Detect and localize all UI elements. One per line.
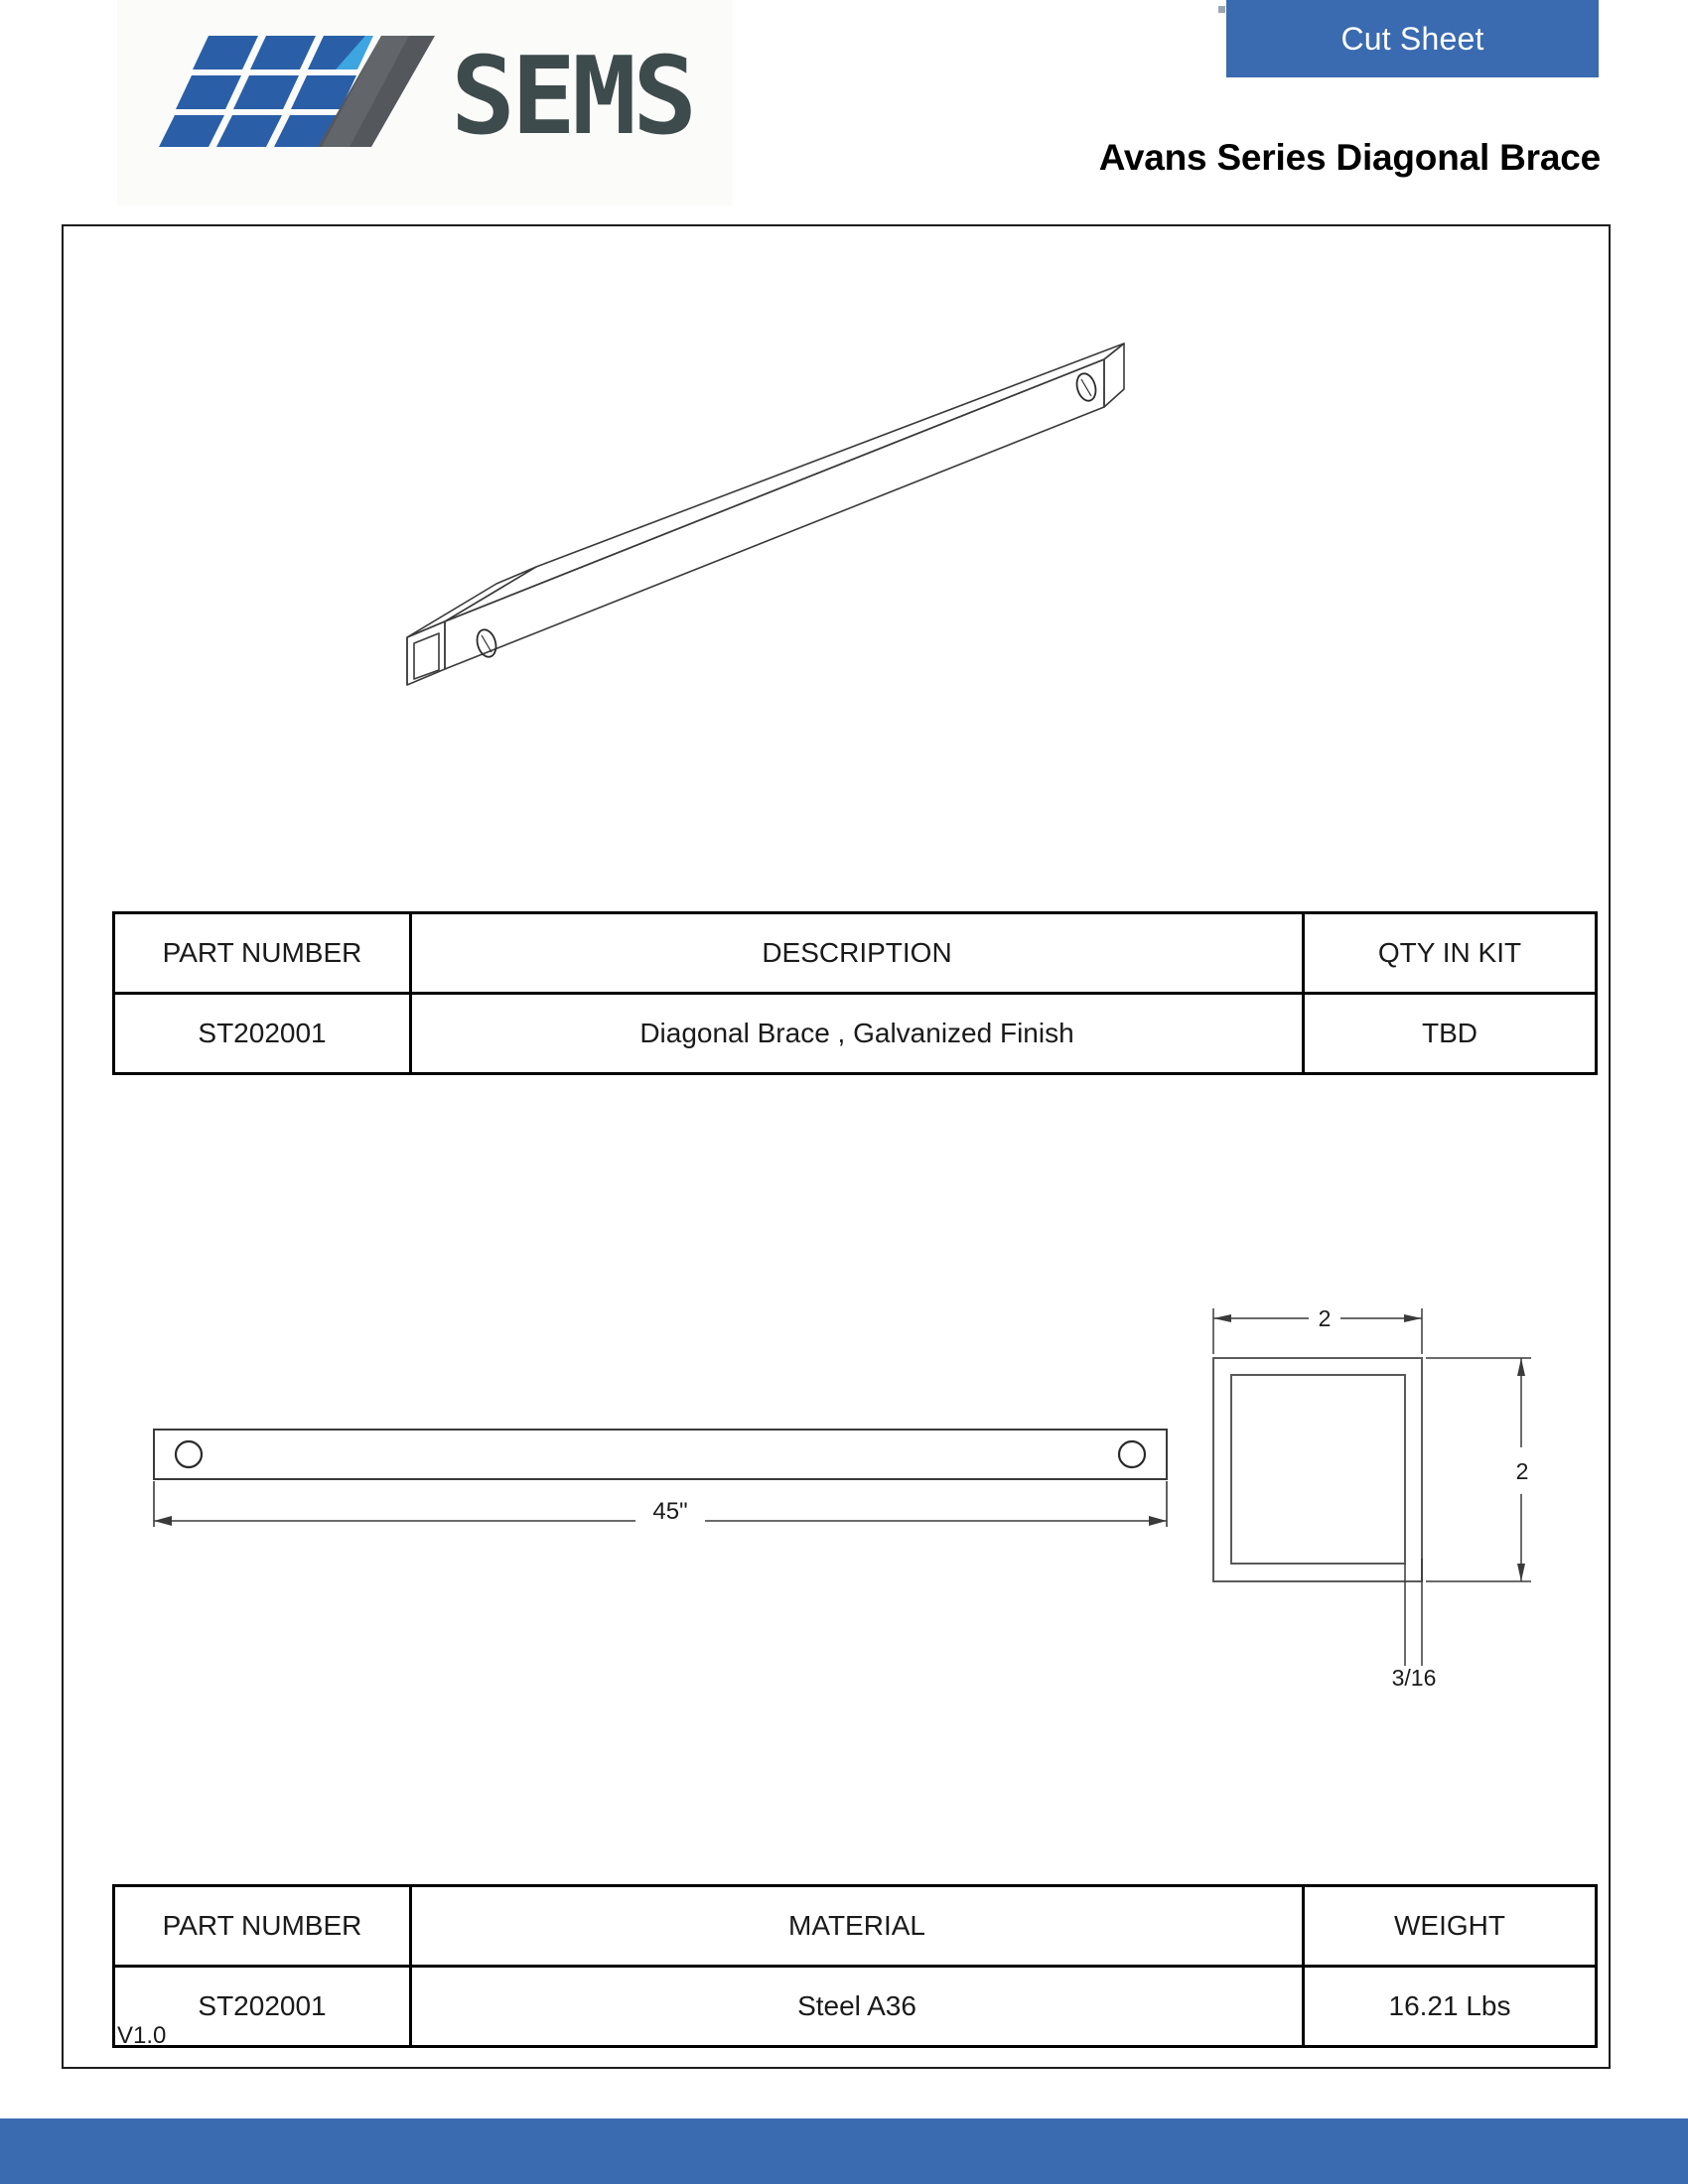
parts-table	[112, 911, 1598, 1075]
footer-bar	[0, 2118, 1688, 2184]
version-label: V1.0	[117, 2022, 167, 2049]
bolt-hole-icon	[1119, 1441, 1145, 1467]
cell-part-number: ST202001	[114, 1967, 411, 2047]
table-header-row	[114, 913, 1597, 994]
header-qty-in-kit: QTY IN KIT	[1304, 913, 1597, 994]
cell-qty-in-kit: TBD	[1304, 994, 1597, 1074]
wall-thickness-label: 3/16	[1391, 1665, 1437, 1688]
table-header-row	[114, 1886, 1597, 1967]
header-weight: WEIGHT	[1304, 1886, 1597, 1967]
table-row	[114, 1967, 1597, 2047]
length-dimension-label: 45"	[652, 1498, 688, 1525]
height-dimension-label: 2	[1515, 1458, 1529, 1484]
isometric-brace-view	[397, 328, 1291, 903]
decorative-tick	[1218, 6, 1225, 13]
header-part-number: PART NUMBER	[114, 1886, 411, 1967]
tube-inner-bore	[1231, 1375, 1405, 1564]
cross-section-view	[1182, 1271, 1589, 1688]
page-title: Avans Series Diagonal Brace	[1098, 137, 1601, 178]
cell-description: Diagonal Brace , Galvanized Finish	[411, 994, 1304, 1074]
material-table	[112, 1884, 1598, 2048]
brace-profile-outline	[154, 1430, 1167, 1479]
cell-weight: 16.21 Lbs	[1304, 1967, 1597, 2047]
bolt-hole-icon	[176, 1441, 202, 1467]
table-row	[114, 994, 1597, 1074]
side-elevation-view	[129, 1410, 1211, 1539]
logo-wordmark: SEMS	[451, 35, 694, 149]
header-description: DESCRIPTION	[411, 913, 1304, 994]
header-part-number: PART NUMBER	[114, 913, 411, 994]
tube-outer-outline	[1213, 1358, 1422, 1581]
cell-part-number: ST202001	[114, 994, 411, 1074]
cut-sheet-badge: Cut Sheet	[1226, 0, 1599, 77]
cell-material: Steel A36	[411, 1967, 1304, 2047]
sems-logo	[137, 30, 713, 149]
width-dimension-label: 2	[1318, 1305, 1332, 1331]
header-material: MATERIAL	[411, 1886, 1304, 1967]
